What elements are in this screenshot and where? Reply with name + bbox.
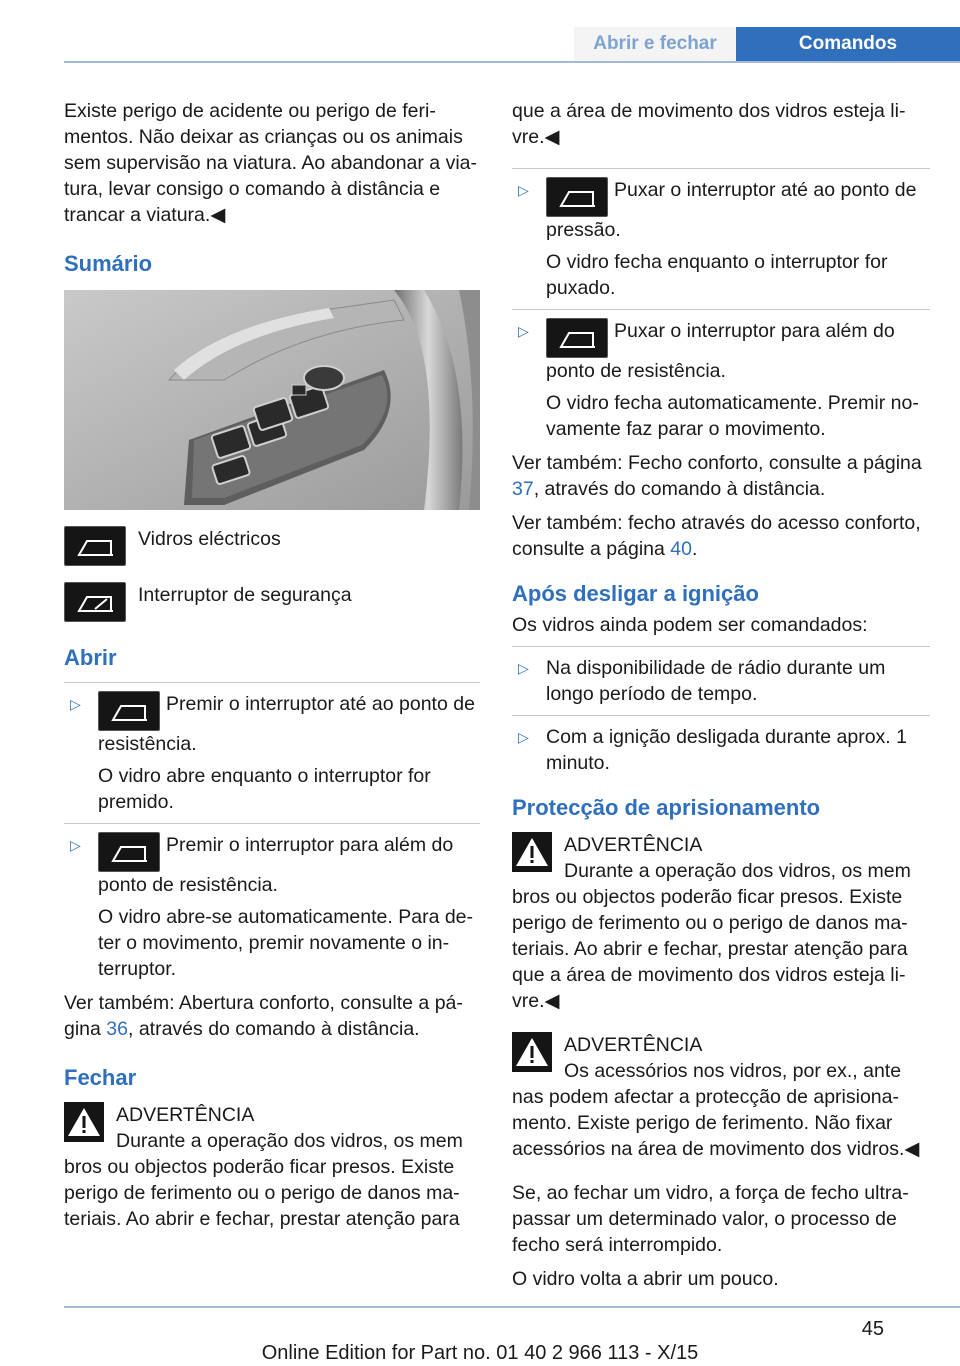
heading-proteccao: Protecção de aprisionamento (512, 795, 821, 820)
list-item (64, 682, 480, 815)
apos-list (512, 646, 930, 776)
fechar-see-also-2: Ver também: fecho através do acesso conforto, consulte a página 40. (512, 512, 921, 560)
fechar-warning (64, 1102, 480, 1232)
list-item (512, 168, 930, 301)
abrir-step-1-result: O vidro abre enquanto o interruptor for premido. (98, 765, 431, 813)
proteccao-para-2: O vidro volta a abrir um pouco. (512, 1268, 779, 1290)
window-switch-icon (98, 832, 160, 872)
window-switch-icon (546, 318, 608, 358)
warning-text-rest: bros ou objectos poderão ficar presos. Existe perigo de ferimento ou o perigo de danos materiais. Ao abrir e fechar, prestar atenção para que a área de movimento dos vidros esteja livre.◀ (512, 886, 908, 1012)
fechar-step-1: Puxar o interruptor até ao ponto de pressão. (546, 179, 917, 241)
fechar-list (512, 168, 930, 442)
warning-triangle-icon (512, 1032, 552, 1072)
window-switch-icon (546, 177, 608, 217)
right-column (512, 98, 930, 1300)
heading-apos-ignicao: Após desligar a ignição (512, 581, 759, 606)
legend-window-switch (64, 526, 480, 566)
proteccao-para-1: Se, ao fechar um vidro, a força de fecho ultrapassar um determinado valor, o processo de fecho será interrompido. (512, 1182, 909, 1256)
page-link-36[interactable]: 36 (106, 1018, 128, 1040)
warning-text-rest: nas podem afectar a protecção de aprisionamento. Existe perigo de ferimento. Não fixar acessórios na área de movimento dos vidros.◀ (512, 1086, 920, 1160)
warning-text-first: Durante a operação dos vidros, os mem (116, 1130, 463, 1152)
fechar-step-2: Puxar o interruptor para além do ponto de resistência. (546, 320, 895, 382)
warning-triangle-icon (512, 832, 552, 872)
header-section-title: Abrir e fechar (574, 27, 736, 61)
fechar-step-2-result: O vidro fecha automaticamente. Premir novamente faz parar o movimento. (546, 392, 919, 440)
fechar-step-1-result: O vidro fecha enquanto o interruptor for puxado. (546, 251, 888, 299)
page-link-40[interactable]: 40 (670, 538, 692, 560)
abrir-see-also: Ver também: Abertura conforto, consulte a página 36, através do comando à distância. (64, 992, 463, 1040)
list-item (64, 823, 480, 982)
window-switch-icon (64, 526, 126, 566)
abrir-step-2-result: O vidro abre-se automaticamente. Para deter o movimento, premir novamente o interruptor. (98, 906, 474, 980)
apos-intro: Os vidros ainda podem ser comandados: (512, 614, 868, 636)
warning-text-first: Durante a operação dos vidros, os mem (564, 860, 911, 882)
footer-rule (64, 1306, 960, 1308)
legend-safety-label: Interruptor de segurança (138, 584, 352, 606)
abrir-step-2: Premir o interruptor para além do ponto de resistência. (98, 834, 454, 896)
warning-title: ADVERTÊNCIA (564, 834, 703, 856)
list-item (512, 309, 930, 442)
warning-continuation: que a área de movimento dos vidros esteja livre.◀ (512, 100, 906, 148)
page-number: 45 (861, 1318, 884, 1340)
abrir-list (64, 682, 480, 982)
warning-text-first: Os acessórios nos vidros, por ex., ante (564, 1060, 902, 1082)
heading-fechar: Fechar (64, 1065, 137, 1090)
heading-abrir: Abrir (64, 645, 117, 670)
list-item: ▷ Com a ignição desligada durante aprox. 1 minuto. (512, 715, 930, 776)
list-item: ▷ Na disponibilidade de rádio durante um longo período de tempo. (512, 646, 930, 707)
warning-title: ADVERTÊNCIA (564, 1034, 703, 1056)
warning-text-rest: bros ou objectos poderão ficar presos. Existe perigo de ferimento ou o perigo de danos materiais. Ao abrir e fechar, prestar atenção para (64, 1156, 460, 1230)
left-column (64, 98, 480, 1240)
page-link-37[interactable]: 37 (512, 478, 534, 500)
proteccao-warning-1 (512, 832, 930, 1014)
edition-footer: Online Edition for Part no. 01 40 2 966 113 - X/15 (261, 1342, 699, 1364)
door-switch-photo (64, 290, 480, 510)
legend-window-label: Vidros eléctricos (138, 528, 281, 550)
fechar-see-also-1: Ver também: Fecho conforto, consulte a página 37, através do comando à distância. (512, 452, 922, 500)
warning-triangle-icon (64, 1102, 104, 1142)
legend-safety-switch (64, 582, 480, 622)
intro-warning-text: Existe perigo de acidente ou perigo de ferimentos. Não deixar as crianças ou os animais sem supervisão na viatura. Ao abandonar a viatura, levar consigo o comando à distância e trancar a viatura.◀ (64, 100, 478, 226)
warning-title: ADVERTÊNCIA (116, 1104, 255, 1126)
abrir-step-1: Premir o interruptor até ao ponto de resistência. (98, 693, 475, 755)
safety-switch-icon (64, 582, 126, 622)
header-chapter-tab: Comandos (736, 27, 960, 61)
window-switch-icon (98, 691, 160, 731)
proteccao-warning-2 (512, 1032, 930, 1162)
header-rule (64, 61, 960, 63)
heading-sumario: Sumário (64, 251, 153, 276)
